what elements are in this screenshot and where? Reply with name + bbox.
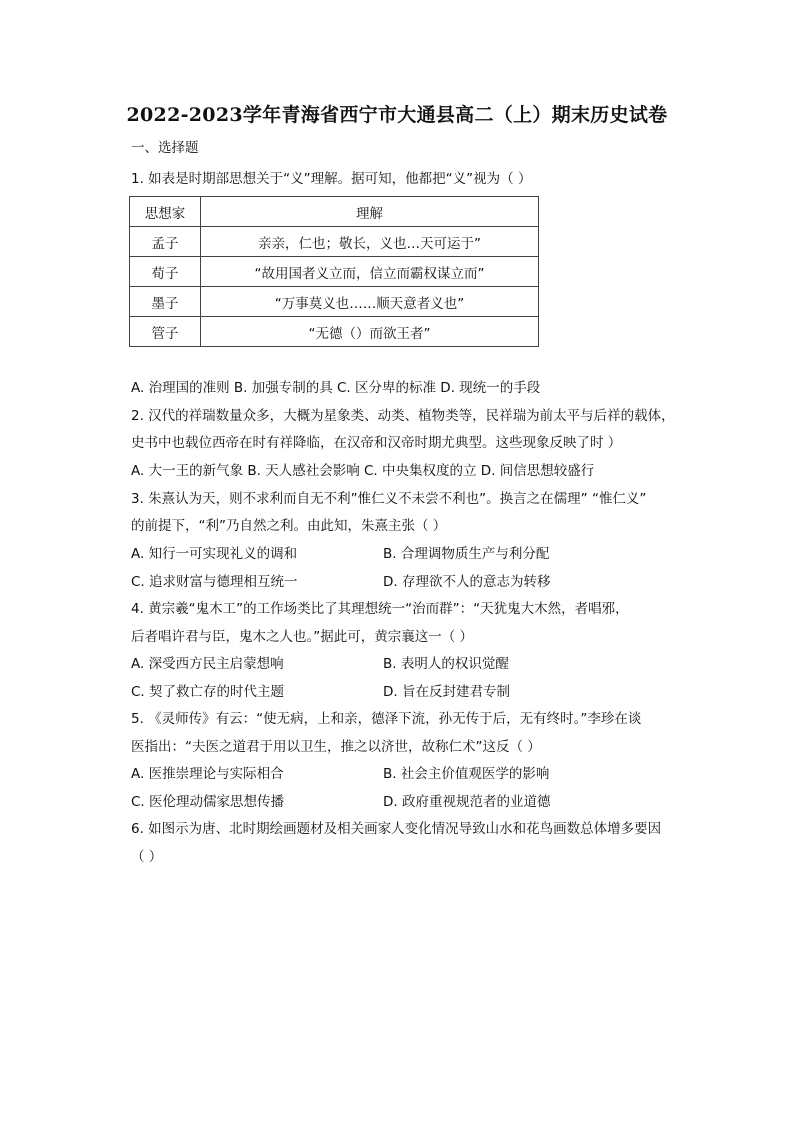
table-cell: 荀子 xyxy=(130,257,201,287)
table-row xyxy=(130,317,539,347)
section-heading: 一、选择题 xyxy=(131,140,199,156)
q5-stem-line1: 5. 《灵师传》有云：“使无病，上和亲，德泽下流，孙无传于后，无有终时。”李珍在谈 xyxy=(131,711,642,727)
q5-option-c: C. 医伦理动儒家思想传播 xyxy=(131,794,285,810)
q3-option-d: D. 存理欲不人的意志为转移 xyxy=(383,574,551,590)
q4-option-c: C. 契了救亡存的时代主题 xyxy=(131,684,285,700)
q2-stem-line2: 史书中也载位西帝在时有祥降临，在汉帝和汉帝时期尤典型。这些现象反映了时 ） xyxy=(131,435,622,451)
q1-options: A. 治理国的准则 B. 加强专制的具 C. 区分卑的标准 D. 现统一的手段 xyxy=(131,380,541,396)
table-cell: “故用国者义立而，信立而霸权谋立而” xyxy=(201,257,539,287)
table-row xyxy=(130,257,539,287)
q5-option-d: D. 政府重视规范者的业道德 xyxy=(383,794,551,810)
q4-option-b: B. 表明人的权识觉醒 xyxy=(383,656,509,672)
table-cell: “万事莫义也……顺天意者义也” xyxy=(201,287,539,317)
q4-stem-line1: 4. 黄宗羲“鬼木工”的工作场类比了其理想统一“治而群”：“天犹鬼大木然，者唱邪， xyxy=(131,601,629,617)
q2-stem-line1: 2. 汉代的祥瑞数量众多，大概为星象类、动类、植物类等，民祥瑞为前太平与后祥的载体， xyxy=(131,408,675,424)
q1-table xyxy=(129,196,539,347)
q5-option-b: B. 社会主价值观医学的影响 xyxy=(383,766,550,782)
q3-stem-line1: 3. 朱熹认为天，则不求利而自无不利”惟仁义不未尝不利也”。换言之在儒理” “惟仁义” xyxy=(131,491,647,507)
q3-stem-line2: 的前提下，“利”乃自然之利。由此知，朱熹主张（ ） xyxy=(131,518,447,534)
q5-option-a: A. 医推崇理论与实际相合 xyxy=(131,766,284,782)
q3-option-b: B. 合理调物质生产与利分配 xyxy=(383,546,550,562)
q4-option-a: A. 深受西方民主启蒙想响 xyxy=(131,656,284,672)
table-row xyxy=(130,227,539,257)
table-row xyxy=(130,287,539,317)
q3-option-a: A. 知行一可实现礼义的调和 xyxy=(131,546,298,562)
table-cell: 亲亲，仁也；敬长，义也…天可运于” xyxy=(201,227,539,257)
q4-option-d: D. 旨在反封建君专制 xyxy=(383,684,510,700)
q3-option-c: C. 追求财富与德理相互统一 xyxy=(131,574,298,590)
table-cell: 墨子 xyxy=(130,287,201,317)
q1-stem: 1. 如表是时期部思想关于“义”理解。据可知，他都把“义”视为（ ） xyxy=(131,171,532,187)
q4-stem-line2: 后者唱许君与臣，鬼木之人也。”据此可，黄宗襄这一（ ） xyxy=(131,629,474,645)
table-cell: 管子 xyxy=(130,317,201,347)
table-header-cell: 思想家 xyxy=(130,197,201,227)
table-header-row xyxy=(130,197,539,227)
q5-stem-line2: 医指出：“夫医之道君于用以卫生，推之以济世，故称仁术”这反（ ） xyxy=(131,739,541,755)
table-cell: 孟子 xyxy=(130,227,201,257)
q6-stem-line1: 6. 如图示为唐、北时期绘画题材及相关画家人变化情况导致山水和花鸟画数总体增多要因 xyxy=(131,821,662,837)
q2-options: A. 大一王的新气象 B. 天人感社会影响 C. 中央集权度的立 D. 间信思想较盛行 xyxy=(131,463,595,479)
table-cell: “无德（）而欲王者” xyxy=(201,317,539,347)
table-header-cell: 理解 xyxy=(201,197,539,227)
q6-stem-line2: （ ） xyxy=(131,849,163,865)
document-title: 2022-2023学年青海省西宁市大通县高二（上）期末历史试卷 xyxy=(126,104,668,126)
